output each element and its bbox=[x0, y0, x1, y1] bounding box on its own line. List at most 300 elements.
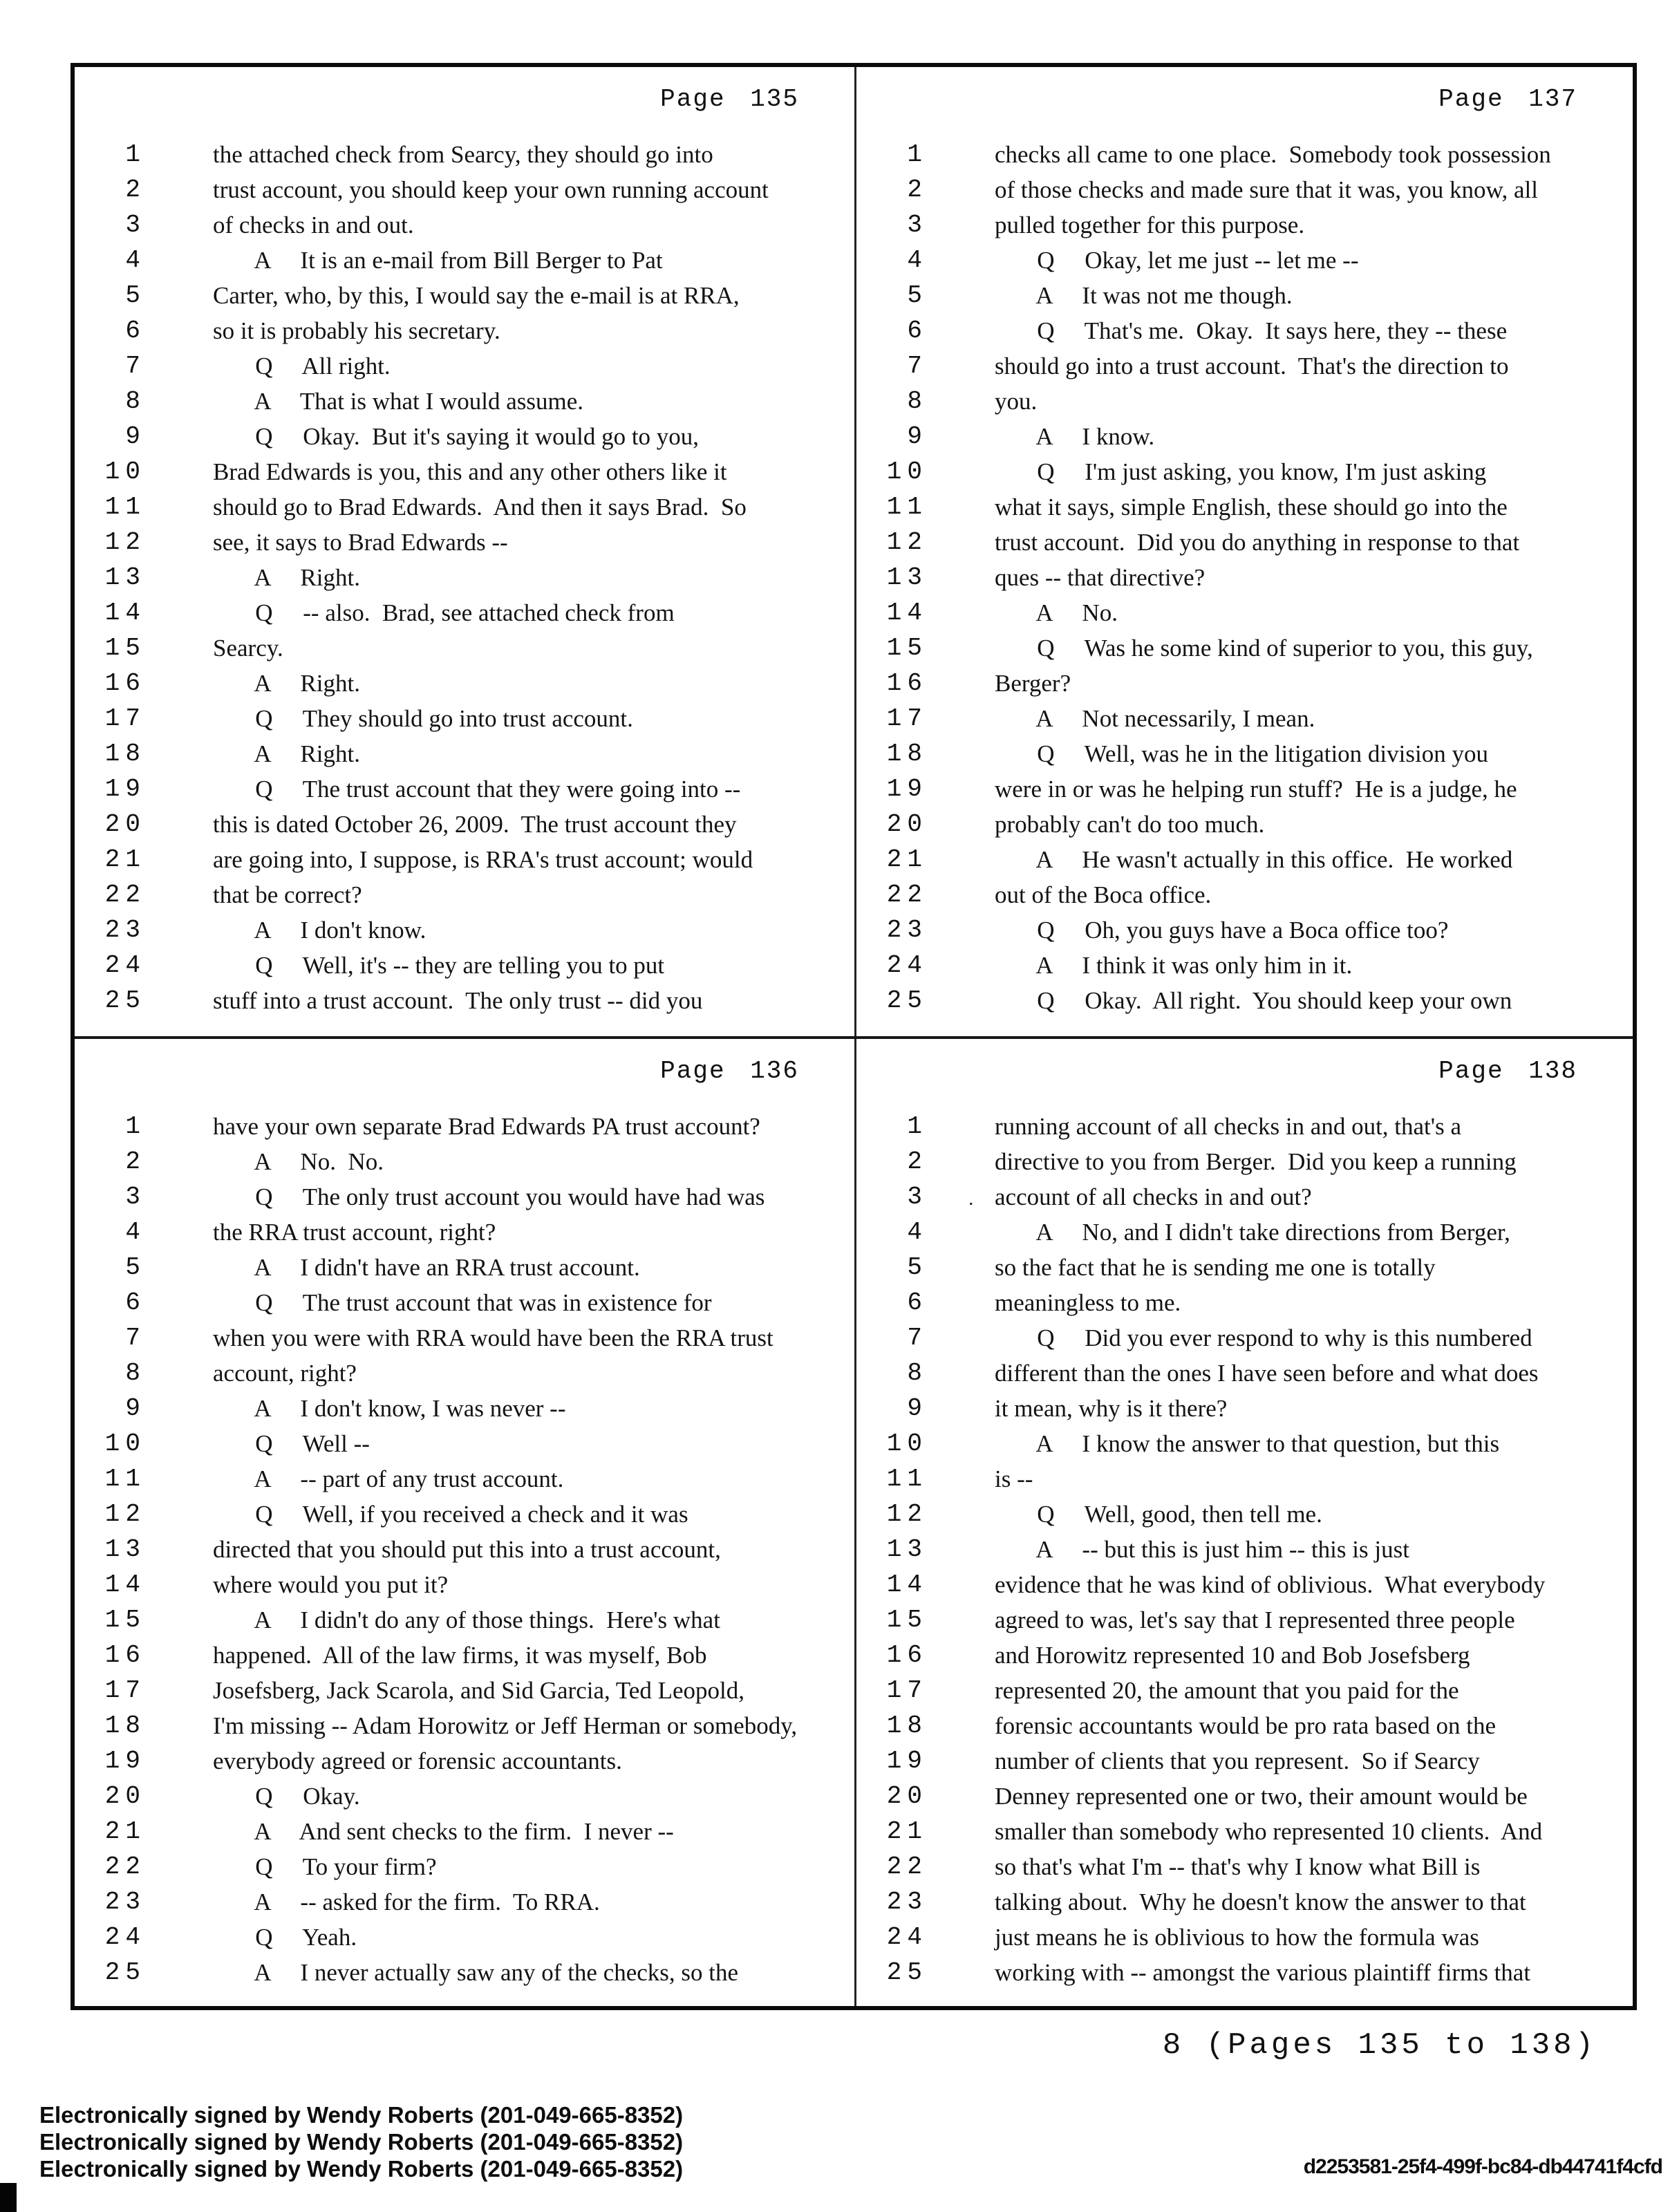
line-number: 22 bbox=[104, 881, 146, 909]
transcript-line bbox=[856, 1285, 1633, 1320]
line-text: Q Well, good, then tell me. bbox=[995, 1501, 1322, 1528]
line-text-wrap bbox=[213, 1109, 760, 1144]
transcript-line bbox=[856, 1426, 1633, 1461]
line-text-wrap bbox=[995, 1920, 1479, 1955]
transcript-line bbox=[856, 630, 1633, 666]
line-number: 14 bbox=[104, 1571, 146, 1599]
signature-line: Electronically signed by Wendy Roberts (201-049-665-8352) bbox=[39, 2129, 684, 2155]
line-text: the RRA trust account, right? bbox=[213, 1219, 496, 1246]
line-number: 4 bbox=[907, 246, 928, 274]
line-number: 4 bbox=[907, 1218, 928, 1246]
line-text-wrap bbox=[995, 1743, 1480, 1779]
line-number: 14 bbox=[886, 1571, 928, 1599]
line-text-wrap bbox=[213, 1179, 765, 1215]
line-text-wrap bbox=[213, 1250, 640, 1285]
transcript-line bbox=[75, 1779, 854, 1814]
line-text: where would you put it? bbox=[213, 1571, 449, 1598]
line-text: the attached check from Searcy, they should go into bbox=[213, 141, 713, 168]
line-text: see, it says to Brad Edwards -- bbox=[213, 529, 508, 556]
line-text-wrap bbox=[213, 1920, 357, 1955]
transcript-line bbox=[75, 1109, 854, 1144]
line-number: 10 bbox=[104, 458, 146, 486]
transcript-line bbox=[75, 1461, 854, 1497]
line-number: 6 bbox=[907, 317, 928, 345]
line-text: of checks in and out. bbox=[213, 212, 414, 238]
transcript-line bbox=[75, 525, 854, 560]
transcript-page-137 bbox=[856, 67, 1633, 1036]
line-number: 13 bbox=[104, 563, 146, 592]
line-text-wrap bbox=[213, 948, 664, 983]
transcript-line bbox=[75, 807, 854, 842]
line-text-wrap bbox=[213, 1532, 721, 1567]
line-number: 12 bbox=[104, 1500, 146, 1528]
line-number: 6 bbox=[125, 1288, 146, 1317]
line-text-wrap bbox=[213, 1426, 370, 1461]
transcript-line bbox=[75, 1955, 854, 1990]
line-text: A I never actually saw any of the checks, so the bbox=[213, 1959, 739, 1986]
signature-block bbox=[39, 2101, 683, 2182]
line-text-wrap bbox=[213, 1955, 738, 1990]
line-number: 16 bbox=[886, 669, 928, 697]
line-number: 22 bbox=[104, 1853, 146, 1881]
line-text: A -- part of any trust account. bbox=[213, 1465, 564, 1492]
transcript-line bbox=[856, 1109, 1633, 1144]
line-number: 13 bbox=[886, 563, 928, 592]
line-number: 6 bbox=[907, 1288, 928, 1317]
line-text-wrap bbox=[213, 1461, 563, 1497]
transcript-line bbox=[856, 1708, 1633, 1743]
line-text-wrap bbox=[213, 1814, 674, 1849]
line-number: 12 bbox=[104, 528, 146, 556]
line-text: represented 20, the amount that you paid for the bbox=[995, 1677, 1459, 1704]
line-number: 15 bbox=[886, 1606, 928, 1634]
transcript-line bbox=[75, 1602, 854, 1638]
line-number: 5 bbox=[125, 1253, 146, 1282]
line-text: are going into, I suppose, is RRA's trust account; would bbox=[213, 846, 753, 873]
line-text-wrap bbox=[213, 1884, 600, 1920]
line-number: 21 bbox=[886, 845, 928, 874]
line-text-wrap bbox=[995, 983, 1512, 1018]
line-text-wrap bbox=[213, 736, 360, 771]
line-text-wrap bbox=[995, 1285, 1181, 1320]
line-number: 19 bbox=[104, 775, 146, 803]
transcript-line bbox=[75, 1179, 854, 1215]
transcript-line bbox=[75, 595, 854, 630]
line-text: account, right? bbox=[213, 1360, 357, 1387]
transcript-line bbox=[856, 807, 1633, 842]
line-text-wrap bbox=[213, 1144, 384, 1179]
line-text: just means he is oblivious to how the formula was bbox=[995, 1924, 1479, 1951]
line-text-wrap bbox=[995, 1708, 1496, 1743]
transcript-line bbox=[856, 1144, 1633, 1179]
line-text: A -- asked for the firm. To RRA. bbox=[213, 1888, 600, 1915]
line-text: is -- bbox=[995, 1465, 1033, 1492]
transcript-line bbox=[75, 1849, 854, 1884]
line-text: Q The trust account that was in existence for bbox=[213, 1289, 712, 1316]
line-text: Q They should go into trust account. bbox=[213, 705, 633, 732]
line-number: 13 bbox=[886, 1535, 928, 1564]
line-text: talking about. Why he doesn't know the answer to that bbox=[995, 1888, 1526, 1915]
transcript-line bbox=[856, 1567, 1633, 1602]
line-number: 23 bbox=[104, 916, 146, 944]
line-number: 16 bbox=[104, 1641, 146, 1669]
line-text: so it is probably his secretary. bbox=[213, 317, 500, 344]
line-text-wrap bbox=[995, 1567, 1545, 1602]
line-text: Q Well -- bbox=[213, 1430, 370, 1457]
line-text: A Right. bbox=[213, 740, 360, 767]
line-number: 5 bbox=[125, 281, 146, 310]
line-number: 20 bbox=[886, 1782, 928, 1810]
transcript-line bbox=[75, 1497, 854, 1532]
line-text-wrap bbox=[995, 1461, 1033, 1497]
line-text-wrap bbox=[995, 1673, 1459, 1708]
line-number: 11 bbox=[886, 493, 928, 521]
line-text-wrap bbox=[213, 983, 702, 1018]
transcript-line bbox=[75, 1673, 854, 1708]
line-number: 5 bbox=[907, 281, 928, 310]
transcript-line bbox=[856, 243, 1633, 278]
line-text-wrap bbox=[213, 1320, 773, 1356]
transcript-line bbox=[856, 1673, 1633, 1708]
line-number: 5 bbox=[907, 1253, 928, 1282]
line-text: working with -- amongst the various plaintiff firms that bbox=[995, 1959, 1531, 1986]
line-text: probably can't do too much. bbox=[995, 811, 1265, 838]
line-text-wrap bbox=[995, 807, 1264, 842]
line-text-wrap bbox=[995, 771, 1517, 807]
signature-line: Electronically signed by Wendy Roberts (201-049-665-8352) bbox=[39, 2102, 684, 2128]
line-text-wrap bbox=[213, 1708, 797, 1743]
line-number: 10 bbox=[104, 1430, 146, 1458]
line-text: A That is what I would assume. bbox=[213, 388, 583, 415]
transcript-line bbox=[75, 771, 854, 807]
line-text: Q Was he some kind of superior to you, this guy, bbox=[995, 635, 1533, 662]
line-text: Q Well, if you received a check and it was bbox=[213, 1501, 688, 1528]
line-number: 3 bbox=[907, 1183, 928, 1211]
line-number: 18 bbox=[886, 1712, 928, 1740]
line-number: 18 bbox=[104, 1712, 146, 1740]
line-number: 8 bbox=[907, 387, 928, 415]
line-text: account of all checks in and out? bbox=[995, 1183, 1312, 1210]
transcript-line bbox=[856, 983, 1633, 1018]
page-title: Page 136 bbox=[660, 1057, 799, 1085]
sheet-page-label: 8 (Pages 135 to 138) bbox=[1162, 2028, 1597, 2063]
transcript-line bbox=[856, 701, 1633, 736]
line-text: pulled together for this purpose. bbox=[995, 212, 1305, 238]
line-text-wrap bbox=[213, 701, 633, 736]
line-text-wrap bbox=[213, 278, 740, 313]
margin-mark: . bbox=[968, 1187, 974, 1210]
line-number: 8 bbox=[125, 1359, 146, 1387]
transcript-line bbox=[75, 1920, 854, 1955]
line-number: 19 bbox=[104, 1747, 146, 1775]
line-text-wrap bbox=[213, 842, 753, 877]
line-number: 8 bbox=[907, 1359, 928, 1387]
transcript-line bbox=[856, 1532, 1633, 1567]
transcript-line bbox=[856, 595, 1633, 630]
transcript-grid-border bbox=[71, 63, 1637, 2010]
line-text: you. bbox=[995, 388, 1038, 415]
line-text-wrap bbox=[213, 313, 500, 348]
line-text: smaller than somebody who represented 10 clients. And bbox=[995, 1818, 1543, 1845]
line-text-wrap bbox=[995, 172, 1538, 207]
line-text-wrap bbox=[995, 1602, 1515, 1638]
line-text: it mean, why is it there? bbox=[995, 1395, 1228, 1422]
line-number: 11 bbox=[104, 1465, 146, 1493]
transcript-line bbox=[75, 243, 854, 278]
line-text: checks all came to one place. Somebody took possession bbox=[995, 141, 1551, 168]
transcript-line bbox=[856, 877, 1633, 912]
transcript-line bbox=[856, 207, 1633, 243]
line-number: 14 bbox=[104, 599, 146, 627]
line-number: 10 bbox=[886, 458, 928, 486]
line-text-wrap bbox=[213, 348, 391, 384]
line-number: 14 bbox=[886, 599, 928, 627]
line-text: A No. bbox=[995, 599, 1118, 626]
line-text-wrap bbox=[213, 489, 747, 525]
transcript-line bbox=[856, 1356, 1633, 1391]
transcript-line bbox=[856, 1497, 1633, 1532]
transcript-line bbox=[75, 1708, 854, 1743]
line-number: 7 bbox=[907, 352, 928, 380]
line-number: 2 bbox=[125, 1147, 146, 1176]
transcript-line bbox=[856, 1849, 1633, 1884]
transcript-line bbox=[856, 1391, 1633, 1426]
line-text: happened. All of the law firms, it was myself, Bob bbox=[213, 1642, 707, 1669]
transcript-line bbox=[75, 736, 854, 771]
transcript-line bbox=[75, 1884, 854, 1920]
transcript-line bbox=[75, 560, 854, 595]
line-text-wrap bbox=[995, 1497, 1322, 1532]
line-text: A I don't know. bbox=[213, 917, 426, 944]
transcript-line bbox=[856, 172, 1633, 207]
line-number: 12 bbox=[886, 528, 928, 556]
transcript-page-135 bbox=[75, 67, 854, 1036]
line-text-wrap bbox=[995, 525, 1519, 560]
line-number: 20 bbox=[104, 810, 146, 838]
line-text-wrap bbox=[213, 207, 414, 243]
line-text-wrap bbox=[213, 771, 740, 807]
line-text: stuff into a trust account. The only trust -- did you bbox=[213, 987, 703, 1014]
transcript-line bbox=[75, 877, 854, 912]
transcript-line bbox=[856, 1179, 1633, 1215]
line-text-wrap bbox=[213, 912, 426, 948]
line-text-wrap bbox=[213, 384, 583, 419]
transcript-line bbox=[856, 1814, 1633, 1849]
line-number: 25 bbox=[886, 986, 928, 1015]
line-number: 1 bbox=[125, 1112, 146, 1141]
line-text-wrap bbox=[213, 807, 737, 842]
line-text-wrap bbox=[213, 1356, 357, 1391]
transcript-line bbox=[75, 137, 854, 172]
line-text: Q The trust account that they were going into -- bbox=[213, 776, 741, 803]
transcript-line bbox=[856, 1638, 1633, 1673]
line-number: 6 bbox=[125, 317, 146, 345]
line-text-wrap bbox=[995, 1814, 1542, 1849]
line-number: 7 bbox=[907, 1324, 928, 1352]
line-number: 11 bbox=[886, 1465, 928, 1493]
line-number: 18 bbox=[886, 740, 928, 768]
transcript-line bbox=[75, 948, 854, 983]
line-text-wrap bbox=[995, 243, 1359, 278]
transcript-line bbox=[856, 278, 1633, 313]
line-number: 1 bbox=[907, 140, 928, 169]
line-text: Carter, who, by this, I would say the e-mail is at RRA, bbox=[213, 282, 740, 309]
line-text: A Right. bbox=[213, 670, 360, 697]
transcript-line bbox=[75, 313, 854, 348]
line-text-wrap bbox=[213, 595, 675, 630]
line-number: 24 bbox=[886, 951, 928, 980]
transcript-line bbox=[856, 137, 1633, 172]
line-text: Q To your firm? bbox=[213, 1853, 437, 1880]
transcript-line bbox=[75, 1391, 854, 1426]
line-number: 2 bbox=[125, 176, 146, 204]
line-text-wrap bbox=[213, 1215, 496, 1250]
line-text-wrap bbox=[213, 243, 663, 278]
line-text: trust account, you should keep your own running account bbox=[213, 176, 769, 203]
line-number: 4 bbox=[125, 246, 146, 274]
line-text: should go to Brad Edwards. And then it says Brad. So bbox=[213, 494, 747, 521]
line-number: 19 bbox=[886, 1747, 928, 1775]
line-number: 9 bbox=[125, 422, 146, 451]
line-text: Q Well, was he in the litigation division you bbox=[995, 740, 1488, 767]
line-text-wrap bbox=[213, 1285, 712, 1320]
line-text-wrap bbox=[995, 1532, 1409, 1567]
line-text: directive to you from Berger. Did you keep a running bbox=[995, 1148, 1517, 1175]
line-text: meaningless to me. bbox=[995, 1289, 1181, 1316]
line-text: Q Okay, let me just -- let me -- bbox=[995, 247, 1359, 274]
line-text: Q Okay. bbox=[213, 1783, 360, 1810]
line-number: 13 bbox=[104, 1535, 146, 1564]
line-text-wrap bbox=[213, 1779, 360, 1814]
transcript-line bbox=[75, 1426, 854, 1461]
line-text: A Right. bbox=[213, 564, 360, 591]
line-text: A It is an e-mail from Bill Berger to Pat bbox=[213, 247, 663, 274]
line-text: directed that you should put this into a trust account, bbox=[213, 1536, 721, 1563]
line-number: 16 bbox=[886, 1641, 928, 1669]
line-text: Josefsberg, Jack Scarola, and Sid Garcia, Ted Leopold, bbox=[213, 1677, 744, 1704]
line-number: 23 bbox=[886, 916, 928, 944]
line-number: 4 bbox=[125, 1218, 146, 1246]
line-text: number of clients that you represent. So if Searcy bbox=[995, 1747, 1480, 1774]
line-text-wrap bbox=[995, 701, 1315, 736]
transcript-line bbox=[856, 736, 1633, 771]
transcript-line bbox=[856, 1743, 1633, 1779]
line-number: 25 bbox=[886, 1958, 928, 1987]
line-number: 2 bbox=[907, 176, 928, 204]
transcript-line bbox=[75, 1250, 854, 1285]
line-number: 21 bbox=[886, 1817, 928, 1846]
line-text: Q Well, it's -- they are telling you to put bbox=[213, 952, 665, 979]
transcript-line bbox=[856, 560, 1633, 595]
line-text: A I think it was only him in it. bbox=[995, 952, 1353, 979]
transcript-line bbox=[856, 384, 1633, 419]
line-text-wrap bbox=[213, 454, 727, 489]
transcript-line bbox=[856, 1250, 1633, 1285]
transcript-line bbox=[856, 419, 1633, 454]
line-text-wrap bbox=[995, 419, 1154, 454]
transcript-line bbox=[856, 454, 1633, 489]
transcript-line bbox=[75, 1567, 854, 1602]
transcript-line bbox=[75, 983, 854, 1018]
line-text-wrap bbox=[213, 525, 508, 560]
transcript-line bbox=[75, 278, 854, 313]
line-number: 24 bbox=[104, 1923, 146, 1951]
transcript-line bbox=[856, 348, 1633, 384]
line-number: 17 bbox=[886, 704, 928, 733]
line-number: 3 bbox=[125, 1183, 146, 1211]
line-text-wrap bbox=[213, 172, 769, 207]
line-text: Berger? bbox=[995, 670, 1071, 697]
transcript-lines bbox=[856, 1109, 1633, 1990]
line-text-wrap bbox=[995, 877, 1211, 912]
line-text-wrap bbox=[995, 348, 1508, 384]
line-text-wrap bbox=[995, 1250, 1436, 1285]
line-text: A And sent checks to the firm. I never -- bbox=[213, 1818, 674, 1845]
line-text: Q The only trust account you would have had was bbox=[213, 1183, 765, 1210]
line-text-wrap bbox=[213, 560, 360, 595]
transcript-line bbox=[75, 1144, 854, 1179]
line-text-wrap bbox=[995, 1426, 1499, 1461]
line-text: that be correct? bbox=[213, 881, 362, 908]
line-text-wrap bbox=[213, 630, 283, 666]
transcript-line bbox=[75, 666, 854, 701]
line-text-wrap bbox=[213, 1497, 688, 1532]
line-number: 10 bbox=[886, 1430, 928, 1458]
line-text: trust account. Did you do anything in response to that bbox=[995, 529, 1520, 556]
line-text: Q Oh, you guys have a Boca office too? bbox=[995, 917, 1449, 944]
line-text: A I didn't do any of those things. Here's what bbox=[213, 1606, 720, 1633]
line-text: A -- but this is just him -- this is just bbox=[995, 1536, 1409, 1563]
line-text: Q Okay. All right. You should keep your own bbox=[995, 987, 1512, 1014]
transcript-line bbox=[75, 701, 854, 736]
line-text-wrap bbox=[995, 1109, 1461, 1144]
transcript-line bbox=[856, 1461, 1633, 1497]
line-text: of those checks and made sure that it was, you know, all bbox=[995, 176, 1538, 203]
line-text: Q -- also. Brad, see attached check from bbox=[213, 599, 675, 626]
page-title: Page 138 bbox=[1438, 1057, 1577, 1085]
line-text-wrap bbox=[995, 1884, 1526, 1920]
transcript-page-136 bbox=[75, 1039, 854, 2006]
transcript-line bbox=[856, 771, 1633, 807]
transcript-line bbox=[75, 489, 854, 525]
line-text-wrap bbox=[995, 278, 1293, 313]
line-text: A I don't know, I was never -- bbox=[213, 1395, 566, 1422]
line-text: A Not necessarily, I mean. bbox=[995, 705, 1315, 732]
page-title: Page 137 bbox=[1438, 85, 1577, 113]
line-number: 22 bbox=[886, 1853, 928, 1881]
transcript-line bbox=[856, 948, 1633, 983]
line-text: should go into a trust account. That's the direction to bbox=[995, 353, 1509, 379]
transcript-line bbox=[856, 1320, 1633, 1356]
line-text: everybody agreed or forensic accountants. bbox=[213, 1747, 622, 1774]
scan-corner-artifact bbox=[0, 2183, 17, 2212]
transcript-line bbox=[75, 1814, 854, 1849]
line-text: A I didn't have an RRA trust account. bbox=[213, 1254, 640, 1281]
transcript-line bbox=[75, 842, 854, 877]
transcript-line bbox=[75, 172, 854, 207]
line-text-wrap bbox=[213, 137, 713, 172]
line-text-wrap bbox=[995, 1955, 1530, 1990]
line-text-wrap bbox=[995, 384, 1037, 419]
line-text-wrap bbox=[213, 1567, 448, 1602]
line-text: when you were with RRA would have been the RRA trust bbox=[213, 1324, 773, 1351]
line-text-wrap bbox=[995, 454, 1486, 489]
line-text-wrap bbox=[213, 1602, 720, 1638]
line-text: Searcy. bbox=[213, 635, 283, 662]
line-number: 21 bbox=[104, 845, 146, 874]
transcript-line bbox=[856, 1602, 1633, 1638]
line-number: 23 bbox=[104, 1888, 146, 1916]
